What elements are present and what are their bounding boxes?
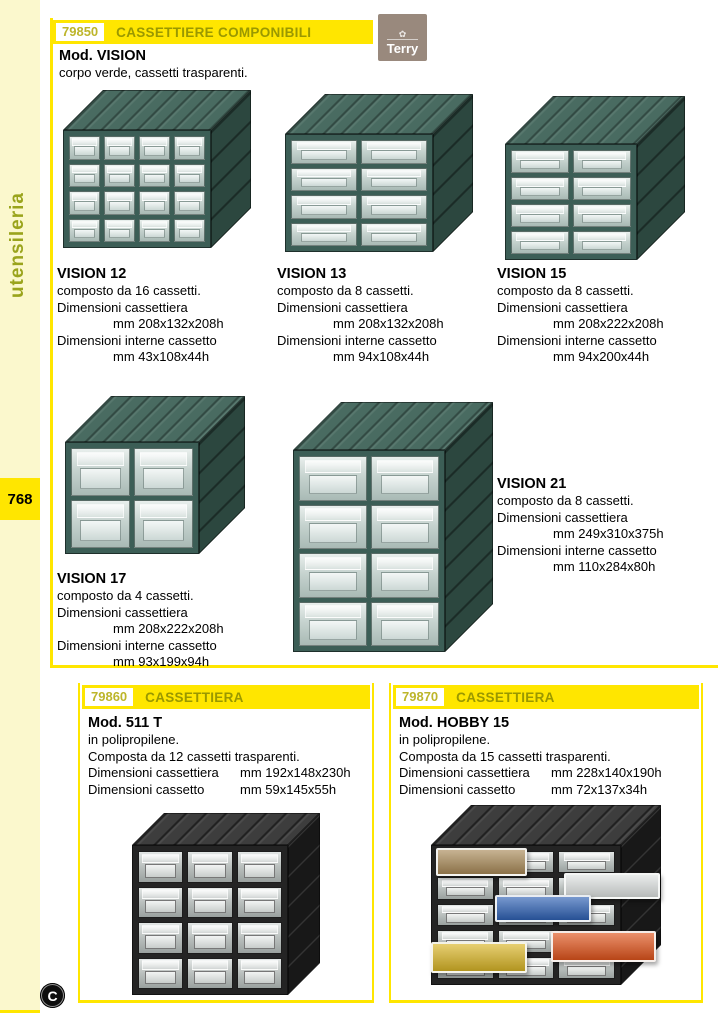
dimension-value: mm 228x140x190h	[551, 765, 662, 780]
drawer-front	[371, 456, 439, 501]
drawer-front	[187, 922, 232, 954]
page-number-badge: 768	[0, 478, 40, 520]
drawer-front	[104, 136, 135, 160]
product-dimension: mm 94x200x44h	[553, 349, 650, 364]
drawer-front	[573, 150, 631, 173]
product-desc-line: Composta da 12 cassetti trasparenti.	[88, 748, 300, 764]
product-info-vision-21	[497, 476, 717, 576]
model-intro	[59, 48, 248, 82]
drawer-front	[104, 164, 135, 188]
drawer-front	[138, 922, 183, 954]
category-label: utensileria	[7, 192, 28, 299]
drawer-front	[187, 887, 232, 919]
drawer-front	[138, 887, 183, 919]
drawer-front	[361, 223, 427, 247]
section-cassettiere-componibili	[50, 18, 718, 668]
drawer-front	[139, 219, 170, 243]
drawer-front	[104, 219, 135, 243]
product-photo-511t	[132, 813, 320, 995]
drawer-front	[437, 904, 494, 926]
drawer-front	[291, 223, 357, 247]
product-info-hobby15	[399, 715, 689, 798]
product-dimension: mm 208x222x208h	[553, 316, 664, 331]
product-desc-line: Composta da 15 cassetti trasparenti.	[399, 748, 611, 764]
cabinet-side-face	[288, 813, 320, 995]
article-code-badge: 79860	[85, 688, 133, 706]
product-name: VISION 13	[277, 266, 347, 282]
drawer-front	[361, 168, 427, 192]
terry-brand-logo	[378, 14, 427, 61]
drawer-front	[371, 553, 439, 598]
drawer-front	[134, 500, 193, 548]
model-title: Mod. 511 T	[88, 715, 163, 731]
drawer-front	[237, 887, 282, 919]
drawer-front	[71, 448, 130, 496]
publisher-logo	[40, 983, 65, 1008]
cabinet-illustration	[285, 94, 473, 252]
drawer-front	[138, 958, 183, 990]
drawer-front	[69, 164, 100, 188]
cabinet-front-face	[505, 144, 637, 260]
dimension-label: Dimensioni cassetto	[399, 781, 516, 797]
product-desc-line: Dimensioni interne cassetto	[57, 637, 217, 653]
product-info-511t	[88, 715, 378, 798]
product-desc-line: composto da 8 cassetti.	[497, 283, 634, 298]
section-title: CASSETTIERA	[456, 689, 555, 705]
terry-brand-name: Terry	[386, 41, 419, 56]
cabinet-illustration	[293, 402, 493, 652]
product-name: VISION 21	[497, 476, 567, 492]
product-dimension-row	[88, 765, 378, 782]
drawer-front	[291, 140, 357, 164]
drawer-front	[299, 456, 367, 501]
section-header	[393, 685, 699, 709]
drawer-front	[69, 191, 100, 215]
product-name: VISION 17	[57, 571, 127, 587]
product-desc-line: Dimensioni interne cassetto	[497, 542, 657, 558]
product-photo-vision-21	[293, 402, 493, 652]
drawer-front	[237, 958, 282, 990]
drawer-front	[104, 191, 135, 215]
drawer-front	[573, 231, 631, 254]
product-desc-line: Dimensioni interne cassetto	[497, 332, 657, 348]
product-desc-line: Dimensioni interne cassetto	[277, 332, 437, 348]
drawer-front	[573, 177, 631, 200]
drawer-front	[299, 553, 367, 598]
product-dimension-row	[399, 765, 689, 782]
product-desc-line: composto da 16 cassetti.	[57, 283, 201, 298]
product-dimension-row	[88, 782, 378, 799]
drawer-front	[437, 877, 494, 899]
model-title: Mod. VISION	[59, 48, 146, 64]
product-photo-vision-13	[285, 94, 473, 252]
product-desc-line: in polipropilene.	[88, 732, 180, 747]
product-desc-line: Dimensioni cassettiera	[497, 509, 628, 525]
drawer-front	[174, 191, 205, 215]
dimension-label: Dimensioni cassettiera	[88, 765, 219, 780]
drawer-front	[371, 505, 439, 550]
product-desc-line: composto da 4 cassetti.	[57, 588, 194, 603]
open-drawer-with-contents	[431, 942, 527, 973]
product-dimension: mm 43x108x44h	[113, 349, 210, 364]
drawer-front	[511, 177, 569, 200]
drawer-front	[291, 195, 357, 219]
cabinet-front-face	[285, 134, 433, 252]
drawer-front	[139, 191, 170, 215]
drawer-front	[174, 219, 205, 243]
product-photo-vision-17	[65, 396, 245, 554]
product-name: VISION 15	[497, 266, 567, 282]
dimension-value: mm 192x148x230h	[240, 765, 351, 780]
cabinet-illustration	[63, 90, 251, 248]
drawer-front	[69, 219, 100, 243]
product-info-vision-13	[277, 266, 497, 366]
section-title: CASSETTIERE COMPONIBILI	[116, 24, 312, 40]
drawer-front	[71, 500, 130, 548]
drawer-front	[174, 136, 205, 160]
product-info-vision-15	[497, 266, 717, 366]
product-dimension-row	[399, 782, 689, 799]
drawer-front	[139, 136, 170, 160]
product-desc-line: in polipropilene.	[399, 732, 491, 747]
section-header	[53, 20, 373, 44]
product-photo-hobby15	[431, 805, 661, 985]
cabinet-illustration	[132, 813, 320, 995]
section-header	[82, 685, 370, 709]
drawer-front	[361, 140, 427, 164]
drawer-front	[511, 150, 569, 173]
cabinet-illustration	[505, 96, 685, 260]
cabinet-front-face	[63, 130, 211, 248]
drawer-front	[558, 851, 615, 873]
drawer-front	[187, 851, 232, 883]
dimension-value: mm 59x145x55h	[240, 781, 337, 797]
open-drawer-with-contents	[551, 931, 656, 962]
drawer-front	[237, 851, 282, 883]
drawer-front	[299, 505, 367, 550]
model-title: Mod. HOBBY 15	[399, 715, 510, 731]
drawer-front	[187, 958, 232, 990]
drawer-front	[573, 204, 631, 227]
product-desc-line: composto da 8 cassetti.	[277, 283, 414, 298]
product-desc-line: composto da 8 cassetti.	[497, 493, 634, 508]
product-desc-line: Dimensioni cassettiera	[57, 604, 188, 620]
drawer-front	[291, 168, 357, 192]
drawer-front	[134, 448, 193, 496]
drawer-front	[299, 602, 367, 647]
dimension-label: Dimensioni cassetto	[88, 781, 205, 797]
drawer-front	[174, 164, 205, 188]
product-dimension: mm 110x284x80h	[553, 559, 656, 574]
drawer-front	[371, 602, 439, 647]
section-cassettiera-hobby15	[389, 683, 703, 1003]
publisher-initial: C	[47, 987, 58, 1004]
open-drawer-with-contents	[495, 895, 591, 922]
drawer-front	[361, 195, 427, 219]
open-drawer-with-contents	[436, 848, 527, 875]
cabinet-front-face	[132, 845, 288, 995]
cabinet-front-face	[65, 442, 199, 554]
product-desc-line: Dimensioni interne cassetto	[57, 332, 217, 348]
product-dimension: mm 94x108x44h	[333, 349, 430, 364]
cabinet-illustration	[65, 396, 245, 554]
drawer-front	[237, 922, 282, 954]
dimension-value: mm 72x137x34h	[551, 781, 648, 797]
product-photo-vision-12	[63, 90, 251, 248]
section-cassettiera-511t	[78, 683, 374, 1003]
product-dimension: mm 208x222x208h	[113, 621, 224, 636]
section-title: CASSETTIERA	[145, 689, 244, 705]
model-subtitle: corpo verde, cassetti trasparenti.	[59, 65, 248, 80]
dimension-label: Dimensioni cassettiera	[399, 765, 530, 780]
product-dimension: mm 93x199x94h	[113, 654, 210, 669]
product-dimension: mm 208x132x208h	[333, 316, 444, 331]
cabinet-illustration	[431, 805, 661, 985]
product-desc-line: Dimensioni cassettiera	[277, 299, 408, 315]
page-sidebar	[0, 0, 40, 1013]
article-code-badge: 79850	[56, 23, 104, 41]
drawer-front	[139, 164, 170, 188]
product-name: VISION 12	[57, 266, 127, 282]
drawer-front	[511, 231, 569, 254]
drawer-front	[511, 204, 569, 227]
product-info-vision-17	[57, 571, 277, 671]
product-dimension: mm 249x310x375h	[553, 526, 664, 541]
terry-plant-icon: ✿	[398, 29, 407, 39]
drawer-front	[69, 136, 100, 160]
cabinet-front-face	[293, 450, 445, 652]
product-info-vision-12	[57, 266, 277, 366]
product-desc-line: Dimensioni cassettiera	[57, 299, 188, 315]
product-photo-vision-15	[505, 96, 685, 260]
product-dimension: mm 208x132x208h	[113, 316, 224, 331]
drawer-front	[138, 851, 183, 883]
article-code-badge: 79870	[396, 688, 444, 706]
product-desc-line: Dimensioni cassettiera	[497, 299, 628, 315]
